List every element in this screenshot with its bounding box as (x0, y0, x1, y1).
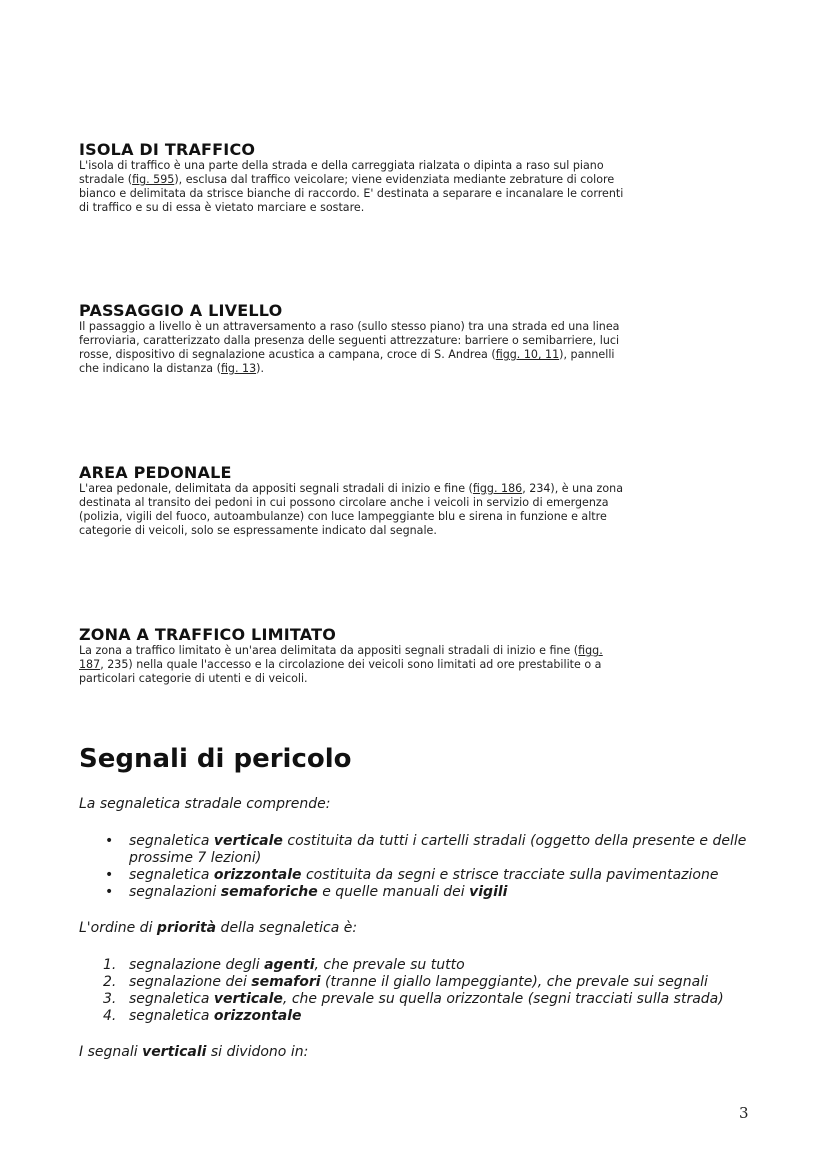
vertical-signs-intro-text: I segnali verticali si dividono in: (79, 1044, 309, 1060)
list-item: 2. segnalazione dei semafori (tranne il giallo lampeggiante), che prevale sui segnali (103, 974, 708, 990)
intro-text: La segnaletica stradale comprende: (79, 796, 331, 812)
figure-link[interactable]: figg. 186 (472, 482, 523, 495)
section-text: L'isola di traffico è una parte della strada e della carreggiata rialzata o dipinta a raso sul piano stradale (fig. 595), esclusa dal traffico veicolare; viene evidenziata mediante zebrature di colore bianco e delimitata da strisce bianche di raccordo. E' destinata a separare e incanalare le correnti di traffico e su di essa è vietato marciare e sostare. (79, 159, 624, 214)
list-item: 4. segnaletica orizzontale (103, 1008, 302, 1024)
section-text: Il passaggio a livello è un attraversamento a raso (sullo stesso piano) tra una strada ed una linea ferroviaria, caratterizzato dalla presenza delle seguenti attrezzature: barriere o semibarriere, luci rosse, dispositivo di segnalazione acustica a campana, croce di S. Andrea (figg. 10, 11), pannelli che indicano la distanza (fig. 13). (79, 320, 620, 375)
list-item: 3. segnaletica verticale, che prevale su quella orizzontale (segni tracciati sulla strada) (103, 991, 724, 1007)
bullet-icon: • (105, 833, 114, 849)
figure-link[interactable]: figg. 10, 11 (495, 348, 560, 361)
bullet-icon: • (105, 867, 114, 883)
section-text: La zona a traffico limitato è un'area delimitata da appositi segnali stradali di inizio e fine (figg. 187, 235) nella quale l'accesso e la circolazione dei veicoli sono limitati ad ore prestabilite o a particolari categorie di utenti e di veicoli. (79, 644, 603, 685)
priority-intro-text: L'ordine di priorità della segnaletica è: (79, 920, 358, 936)
list-number: 1. (103, 957, 117, 973)
figure-link[interactable]: figg. 187 (79, 644, 603, 671)
list-item: • segnaletica orizzontale costituita da segni e strisce tracciate sulla pavimentazione (105, 867, 719, 883)
list-item: • segnalazioni semaforiche e quelle manuali dei vigili (105, 884, 508, 900)
list-item: • segnaletica verticale costituita da tutti i cartelli stradali (oggetto della presente e delle prossime 7 lezioni) (105, 833, 747, 866)
figure-link[interactable]: fig. 13 (220, 362, 257, 375)
list-number: 4. (103, 1008, 117, 1024)
section-title: ISOLA DI TRAFFICO (79, 140, 256, 159)
section-title: PASSAGGIO A LIVELLO (79, 301, 283, 320)
section-title: AREA PEDONALE (79, 463, 232, 482)
page-number: 3 (739, 1104, 749, 1122)
bullet-icon: • (105, 884, 114, 900)
figure-link[interactable]: fig. 595 (132, 173, 175, 186)
page-heading: Segnali di pericolo (79, 744, 352, 774)
section-area-pedonale (79, 464, 624, 538)
section-isola-di-traffico (79, 141, 624, 215)
list-number: 3. (103, 991, 117, 1007)
section-zona-traffico-limitato (79, 626, 624, 686)
section-title: ZONA A TRAFFICO LIMITATO (79, 625, 336, 644)
signage-types-list (79, 833, 759, 901)
section-text: L'area pedonale, delimitata da appositi segnali stradali di inizio e fine (figg. 186, 234), è una zona destinata al transito dei pedoni in cui possono circolare anche i veicoli in servizio di emergenza (polizia, vigili del fuoco, autoambulanze) con luce lampeggiante blu e sirena in funzione e altre categorie di veicoli, solo se espressamente indicato dal segnale. (79, 482, 623, 537)
section-passaggio-a-livello (79, 302, 624, 376)
list-number: 2. (103, 974, 117, 990)
priority-list (79, 957, 759, 1025)
list-item: 1. segnalazione degli agenti, che prevale su tutto (103, 957, 465, 973)
